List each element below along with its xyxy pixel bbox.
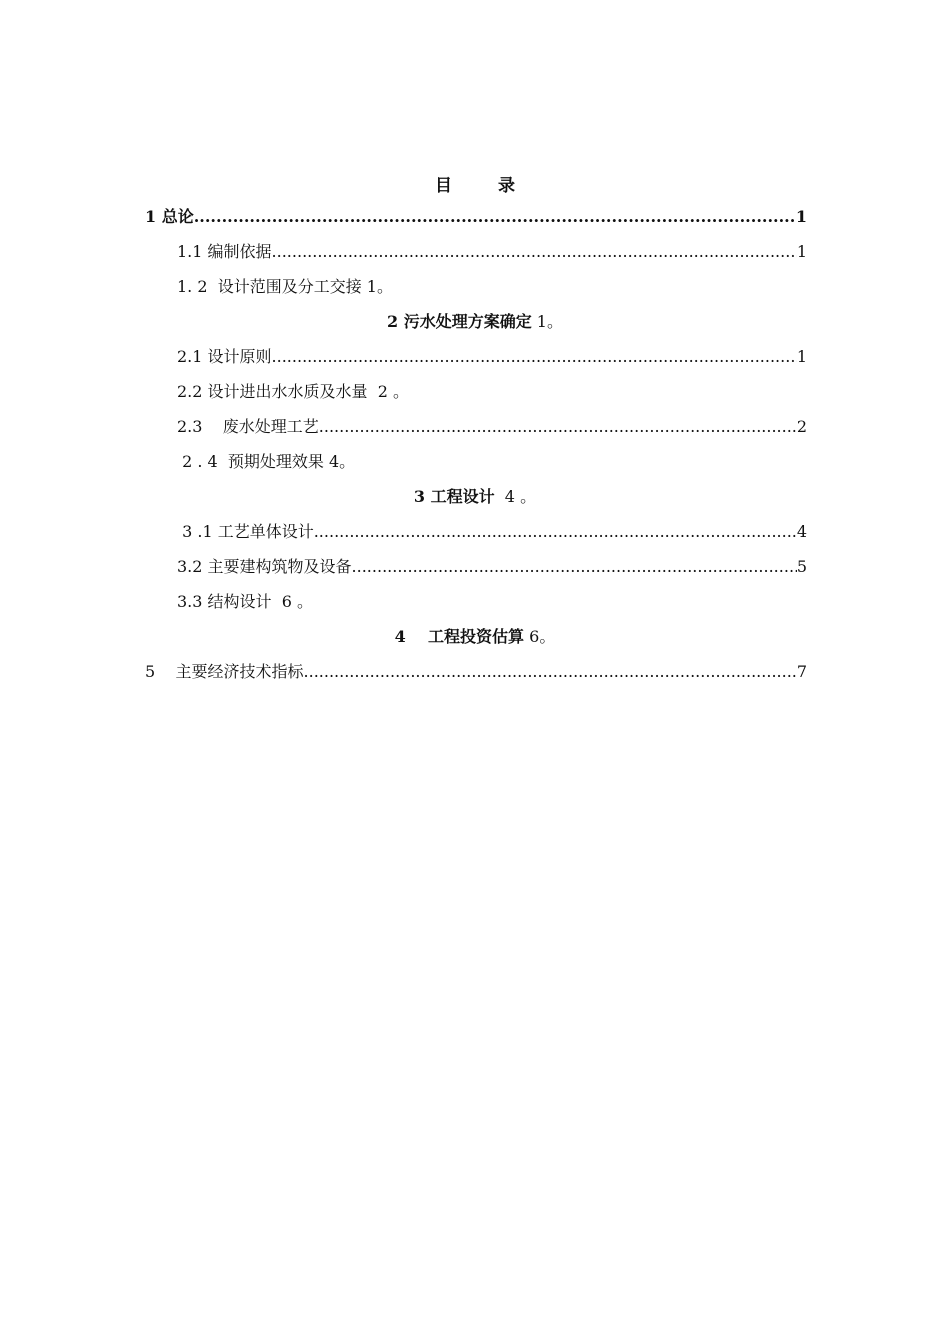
toc-entry-label: 2 污水处理方案确定	[387, 312, 532, 331]
toc-entry-chapter-3[interactable]	[0, 486, 950, 508]
dot-leader	[272, 241, 797, 263]
toc-entry-2-3[interactable]	[177, 416, 807, 438]
toc-entry-page: 7	[796, 662, 807, 681]
toc-entry-page: 2	[796, 417, 807, 436]
toc-entry-1-2[interactable]: 1. 2 设计范围及分工交接 1。	[177, 277, 393, 296]
toc-title-left: 目	[435, 176, 452, 196]
dot-leader	[272, 346, 797, 368]
toc-entry-3-1[interactable]	[177, 521, 807, 543]
dot-leader	[304, 661, 797, 683]
toc-entry-page: 5	[796, 557, 807, 576]
toc-entry-page: 1	[796, 347, 807, 366]
toc-entry-label: 3.2 主要建构筑物及设备	[177, 557, 352, 576]
toc-entry-chapter-4[interactable]	[0, 626, 950, 648]
toc-entry-2-1[interactable]	[177, 346, 807, 368]
toc-entry-label: 5 主要经济技术指标	[145, 662, 304, 681]
toc-entry-3-2[interactable]	[177, 556, 807, 578]
toc-entry-chapter-2[interactable]	[0, 311, 950, 333]
toc-entry-page: 6。	[524, 627, 556, 646]
toc-entry-label: 4 工程投资估算	[394, 627, 525, 646]
dot-leader	[314, 521, 797, 543]
toc-title	[0, 171, 950, 196]
toc-entry-3-3[interactable]: 3.3 结构设计 6 。	[177, 592, 313, 611]
toc-title-right: 录	[498, 176, 515, 196]
toc-entry-chapter-5[interactable]	[145, 661, 807, 683]
toc-entry-1-1[interactable]	[177, 241, 807, 263]
toc-entry-page: 1	[796, 242, 807, 261]
toc-entry-page: 1。	[531, 312, 563, 331]
toc-entry-label: 1 总论	[145, 207, 194, 226]
toc-entry-2-4[interactable]: 2 . 4 预期处理效果 4。	[177, 452, 356, 471]
toc-entry-page: 1	[795, 207, 807, 226]
toc-entry-page: 4	[796, 522, 807, 541]
toc-entry-page: 4 。	[494, 487, 537, 506]
toc-entry-chapter-1[interactable]	[145, 206, 807, 228]
toc-entry-label: 2.3 废水处理工艺	[177, 417, 319, 436]
toc-entry-label: 3 工程设计	[413, 487, 495, 506]
toc-entry-label: 3 .1 工艺单体设计	[177, 522, 314, 541]
toc-entry-label: 2.1 设计原则	[177, 347, 272, 366]
dot-leader	[319, 416, 797, 438]
toc-entry-label: 1.1 编制依据	[177, 242, 272, 261]
dot-leader	[352, 556, 797, 578]
toc-entry-2-2[interactable]: 2.2 设计进出水水质及水量 2 。	[177, 382, 409, 401]
dot-leader	[194, 206, 796, 228]
